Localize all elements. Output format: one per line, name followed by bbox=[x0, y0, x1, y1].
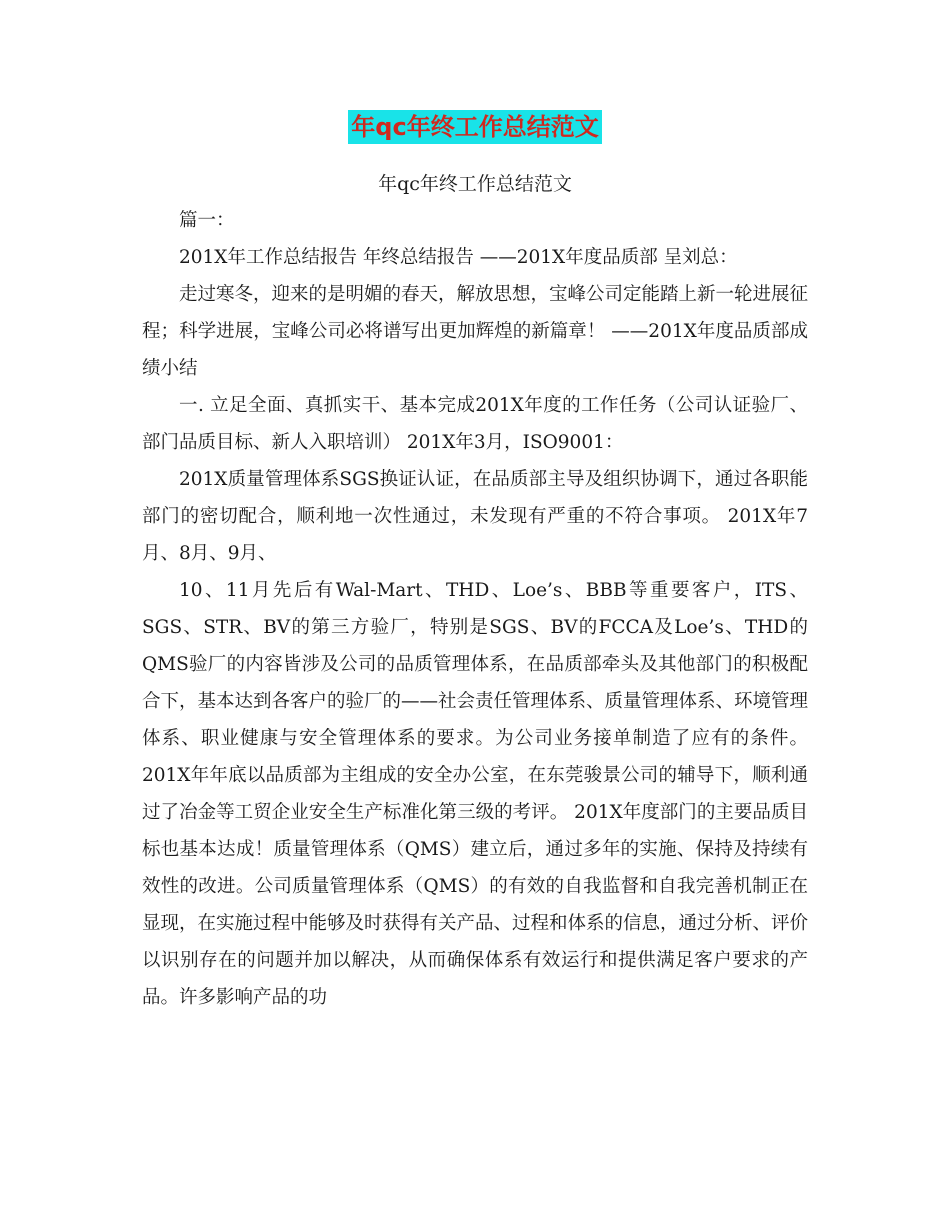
paragraph-audits: 10、11月先后有Wal-Mart、THD、Loe’s、BBB等重要客户，ITS、SGS、STR、BV的第三方验厂，特别是SGS、BV的FCCA及Loe’s、THD的QMS验厂的内容皆涉及公司的品质管理体系，在品质部牵头及其他部门的积极配合下，基本达到各客户的验厂的——社会责任管理体系、质量管理体系、环境管理体系、职业健康与安全管理体系的要求。为公司业务接单制造了应有的条件。201X年年底以品质部为主组成的安全办公室，在东莞骏景公司的辅导下，顺利通过了冶金等工贸企业安全生产标准化第三级的考评。 201X年度部门的主要品质目标也基本达成！质量管理体系（QMS）建立后，通过多年的实施、保持及持续有效性的改进。公司质量管理体系（QMS）的有效的自我监督和自我完善机制正在显现，在实施过程中能够及时获得有关产品、过程和体系的信息，通过分析、评价以识别存在的问题并加以解决，从而确保体系有效运行和提供满足客户要求的产品。许多影响产品的功 bbox=[142, 580, 809, 1008]
document-subtitle: 年qc年终工作总结范文 bbox=[378, 173, 572, 195]
paragraph-section-label: 篇一： bbox=[179, 210, 235, 231]
title-wrap bbox=[0, 110, 950, 144]
document-body bbox=[142, 202, 808, 1016]
paragraph-certification: 201X质量管理体系SGS换证认证，在品质部主导及组织协调下，通过各职能部门的密切配合，顺利地一次性通过，未发现有严重的不符合事项。 201X年7月、8月、9月、 bbox=[142, 469, 808, 564]
paragraph-intro: 走过寒冬，迎来的是明媚的春天，解放思想，宝峰公司定能踏上新一轮进展征程；科学进展，宝峰公司必将谱写出更加辉煌的新篇章！ ——201X年度品质部成绩小结 bbox=[142, 284, 809, 379]
paragraph-point-one: 一. 立足全面、真抓实干、基本完成201X年度的工作任务（公司认证验厂、部门品质目标、新人入职培训） 201X年3月，ISO9001： bbox=[142, 395, 808, 453]
paragraph-report-heading: 201X年工作总结报告 年终总结报告 ——201X年度品质部 呈刘总： bbox=[179, 247, 738, 268]
document-title: 年qc年终工作总结范文 bbox=[348, 110, 601, 144]
